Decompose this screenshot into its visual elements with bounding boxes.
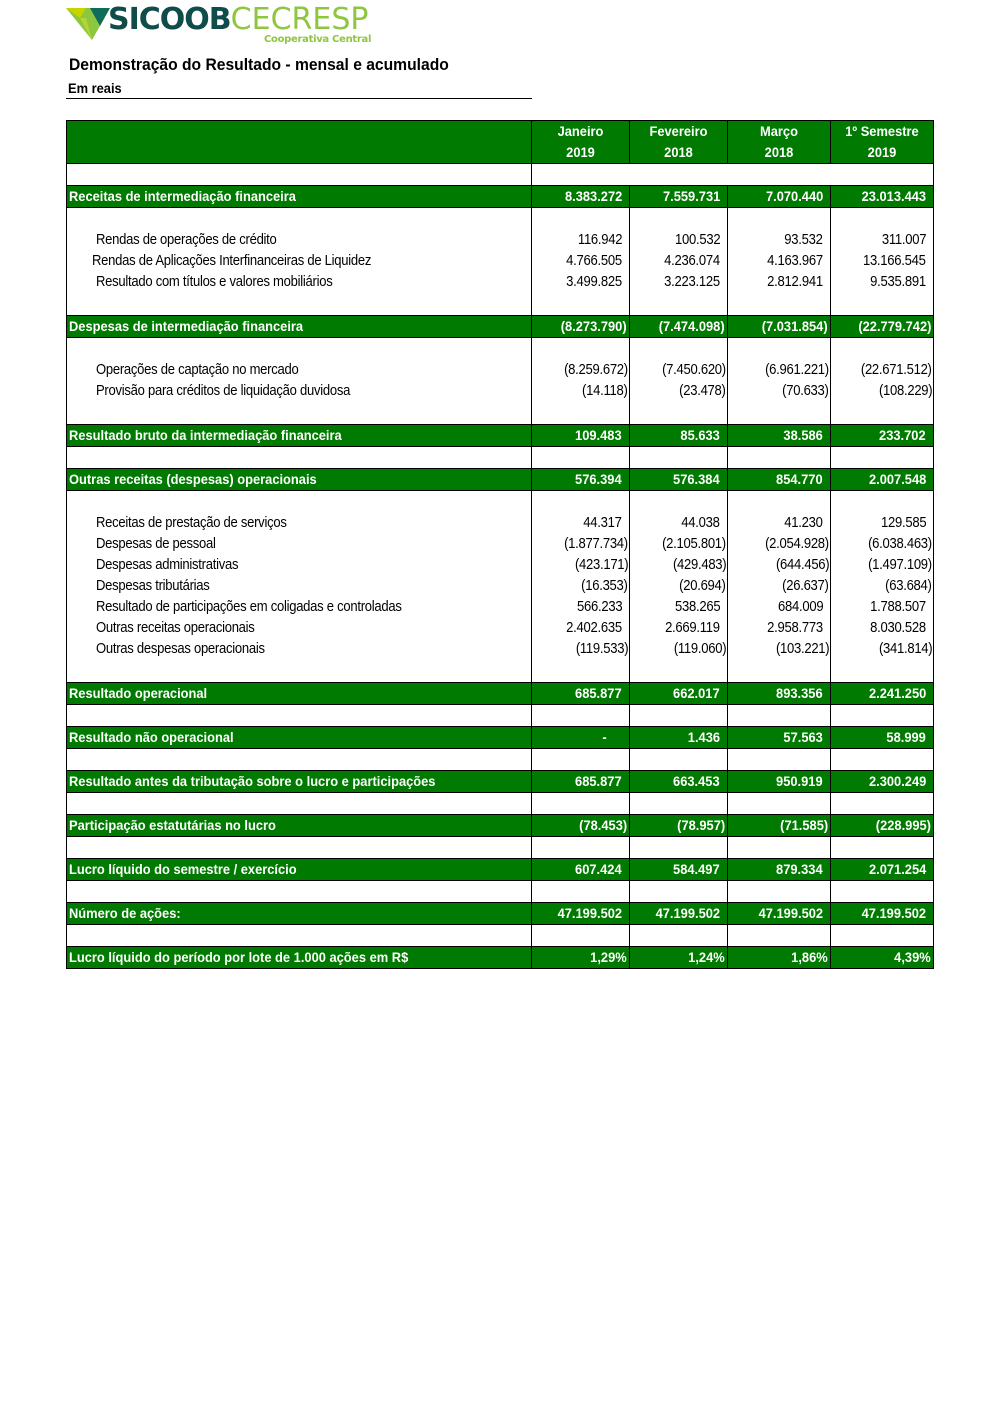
value-cell: (6.961.221) — [765, 362, 829, 378]
value-cell: 4.236.074 — [664, 253, 720, 269]
value-cell: 4.163.967 — [767, 253, 823, 269]
section-label: Resultado não operacional — [69, 729, 234, 745]
row-label: Despesas tributárias — [96, 578, 210, 594]
value-cell: 93.532 — [784, 232, 823, 248]
value-cell: 8.030.528 — [870, 620, 926, 636]
value-cell: 4,39% — [894, 949, 931, 965]
row-label: Despesas administrativas — [96, 557, 239, 573]
title-divider — [66, 98, 532, 99]
section-label: Resultado antes da tributação sobre o lucro e participações — [69, 773, 436, 789]
row-label: Resultado com títulos e valores mobiliários — [96, 274, 333, 290]
section-label: Resultado bruto da intermediação financeira — [69, 427, 342, 443]
value-cell: (14.118) — [582, 383, 628, 399]
section-label: Resultado operacional — [69, 685, 208, 701]
value-cell: 41.230 — [784, 515, 823, 531]
value-cell: 44.317 — [583, 515, 622, 531]
value-cell: 47.199.502 — [655, 905, 720, 921]
value-cell: 1.436 — [687, 729, 720, 745]
value-cell: 311.007 — [881, 232, 926, 248]
value-cell: (7.450.620) — [662, 362, 726, 378]
value-cell: (103.221) — [775, 641, 829, 657]
section-row-resultado-operacional — [67, 682, 933, 705]
value-cell: 1,86% — [791, 949, 828, 965]
value-cell: 47.199.502 — [861, 905, 926, 921]
value-cell: 607.424 — [575, 861, 622, 877]
value-cell: (429.483) — [672, 557, 726, 573]
page-subtitle: Em reais — [68, 80, 122, 96]
column-header-semester: 1º Semestre 2019 — [845, 123, 919, 160]
value-cell: (16.353) — [581, 578, 628, 594]
section-row-lucro-por-lote — [67, 946, 933, 969]
value-cell: 129.585 — [880, 515, 926, 531]
value-cell: 685.877 — [575, 773, 622, 789]
value-cell: (8.259.672) — [564, 362, 628, 378]
value-cell: 2.007.548 — [868, 471, 926, 487]
value-cell: (108.229) — [878, 383, 932, 399]
value-cell: (341.814) — [878, 641, 932, 657]
value-cell: 4.766.505 — [566, 253, 622, 269]
value-cell: 893.356 — [776, 685, 823, 701]
section-label: Lucro líquido do semestre / exercício — [69, 861, 297, 877]
value-cell: (2.054.928) — [765, 536, 829, 552]
row-label: Resultado de participações em coligadas e controladas — [96, 599, 402, 615]
value-cell: 566.233 — [576, 599, 622, 615]
value-cell: 2.402.635 — [566, 620, 622, 636]
value-cell: 2.812.941 — [767, 274, 823, 290]
logo-brand-secondary: CECRESP — [230, 2, 369, 37]
value-cell: 879.334 — [776, 861, 823, 877]
value-cell: 576.394 — [575, 471, 622, 487]
value-cell: (63.684) — [885, 578, 932, 594]
value-cell: 7.559.731 — [662, 188, 720, 204]
table-row — [67, 381, 933, 402]
value-cell: (20.694) — [679, 578, 726, 594]
logo-wordmark — [108, 2, 368, 38]
value-cell: 109.483 — [575, 427, 622, 443]
value-cell: 576.384 — [673, 471, 720, 487]
section-row-lucro-liquido — [67, 858, 933, 881]
table-header-row — [67, 121, 933, 164]
section-row-resultado-bruto — [67, 424, 933, 447]
value-cell: 58.999 — [886, 729, 926, 745]
value-cell: (71.585) — [780, 817, 828, 833]
section-label: Lucro líquido do período por lote de 1.000 ações em R$ — [69, 949, 409, 965]
blank-row — [67, 164, 933, 185]
table-row — [67, 360, 933, 381]
value-cell: 13.166.545 — [863, 253, 926, 269]
value-cell: (1.497.109) — [868, 557, 932, 573]
logo-tagline: Cooperativa Central — [264, 34, 372, 45]
value-cell: 9.535.891 — [870, 274, 926, 290]
value-cell: 2.071.254 — [868, 861, 926, 877]
value-cell: 2.241.250 — [868, 685, 926, 701]
section-row-resultado-nao-operacional — [67, 726, 933, 749]
column-header-february: Fevereiro 2018 — [630, 121, 728, 163]
value-cell: 584.497 — [673, 861, 720, 877]
value-cell: 116.942 — [577, 232, 622, 248]
value-cell: (26.637) — [782, 578, 829, 594]
table-row — [67, 513, 933, 534]
value-cell: 44.038 — [681, 515, 720, 531]
value-cell: 1,29% — [590, 949, 627, 965]
table-row — [67, 597, 933, 618]
value-cell: (423.171) — [574, 557, 628, 573]
value-cell: 57.563 — [783, 729, 823, 745]
column-header-january: Janeiro 2019 — [532, 121, 630, 163]
table-row — [67, 639, 933, 660]
row-label: Rendas de operações de crédito — [96, 232, 277, 248]
value-cell: - — [602, 729, 607, 745]
page-title: Demonstração do Resultado - mensal e acumulado — [69, 55, 449, 74]
table-row — [67, 230, 933, 251]
value-cell: 950.919 — [776, 773, 823, 789]
table-row — [67, 555, 933, 576]
value-cell: (644.456) — [775, 557, 829, 573]
value-cell: 2.958.773 — [767, 620, 823, 636]
section-row-receitas — [67, 185, 933, 208]
value-cell: 854.770 — [776, 471, 823, 487]
value-cell: 3.499.825 — [566, 274, 622, 290]
row-label: Receitas de prestação de serviços — [96, 515, 287, 531]
value-cell: 233.702 — [879, 427, 926, 443]
sicoob-cecresp-logo — [66, 4, 376, 46]
value-cell: 3.223.125 — [664, 274, 720, 290]
value-cell: 47.199.502 — [557, 905, 622, 921]
section-label: Outras receitas (despesas) operacionais — [69, 471, 317, 487]
row-label: Outras receitas operacionais — [96, 620, 255, 636]
table-row — [67, 534, 933, 555]
value-cell: 1.788.507 — [870, 599, 926, 615]
value-cell: (78.453) — [579, 817, 627, 833]
value-cell: 23.013.443 — [861, 188, 926, 204]
section-row-numero-acoes — [67, 902, 933, 925]
value-cell: (6.038.463) — [868, 536, 932, 552]
row-label: Operações de captação no mercado — [96, 362, 299, 378]
value-cell: (70.633) — [782, 383, 829, 399]
value-cell: (78.957) — [677, 817, 725, 833]
value-cell: (22.779.742) — [857, 318, 931, 334]
section-row-outras — [67, 468, 933, 491]
row-label: Outras despesas operacionais — [96, 641, 265, 657]
table-row — [67, 576, 933, 597]
value-cell: (2.105.801) — [662, 536, 726, 552]
value-cell: 8.383.272 — [564, 188, 622, 204]
value-cell: 100.532 — [674, 232, 720, 248]
value-cell: 2.669.119 — [665, 620, 720, 636]
section-row-participacao — [67, 814, 933, 837]
sicoob-logo-mark-icon — [66, 6, 110, 40]
table-row — [67, 618, 933, 639]
section-row-resultado-antes-tributacao — [67, 770, 933, 793]
table-row — [67, 251, 933, 272]
value-cell: 2.300.249 — [868, 773, 926, 789]
value-cell: 85.633 — [680, 427, 720, 443]
value-cell: (23.478) — [679, 383, 726, 399]
value-cell: (228.995) — [875, 817, 931, 833]
value-cell: (7.031.854) — [762, 318, 828, 334]
row-label: Despesas de pessoal — [96, 536, 216, 552]
section-label: Participação estatutárias no lucro — [69, 817, 276, 833]
value-cell: 663.453 — [673, 773, 720, 789]
value-cell: 662.017 — [673, 685, 720, 701]
value-cell: 7.070.440 — [765, 188, 823, 204]
logo-brand-primary: SICOOB — [108, 2, 231, 37]
value-cell: 1,24% — [688, 949, 725, 965]
value-cell: (7.474.098) — [659, 318, 725, 334]
value-cell: (119.060) — [673, 641, 726, 657]
value-cell: (22.671.512) — [861, 362, 932, 378]
table-row — [67, 272, 933, 293]
value-cell: 38.586 — [783, 427, 823, 443]
section-label: Receitas de intermediação financeira — [69, 188, 296, 204]
value-cell: (1.877.734) — [564, 536, 628, 552]
value-cell: 684.009 — [777, 599, 823, 615]
section-row-despesas — [67, 315, 933, 338]
section-label: Número de ações: — [69, 905, 181, 921]
value-cell: 685.877 — [575, 685, 622, 701]
row-label: Provisão para créditos de liquidação duvidosa — [96, 383, 351, 399]
value-cell: 538.265 — [674, 599, 720, 615]
value-cell: (119.533) — [575, 641, 628, 657]
section-label: Despesas de intermediação financeira — [69, 318, 304, 334]
income-statement-table — [66, 120, 934, 969]
column-header-march: Março 2018 — [728, 121, 831, 163]
value-cell: 47.199.502 — [758, 905, 823, 921]
header-label-cell — [67, 121, 532, 163]
value-cell: (8.273.790) — [561, 318, 627, 334]
row-label: Rendas de Aplicações Interfinanceiras de Liquidez — [92, 253, 372, 269]
